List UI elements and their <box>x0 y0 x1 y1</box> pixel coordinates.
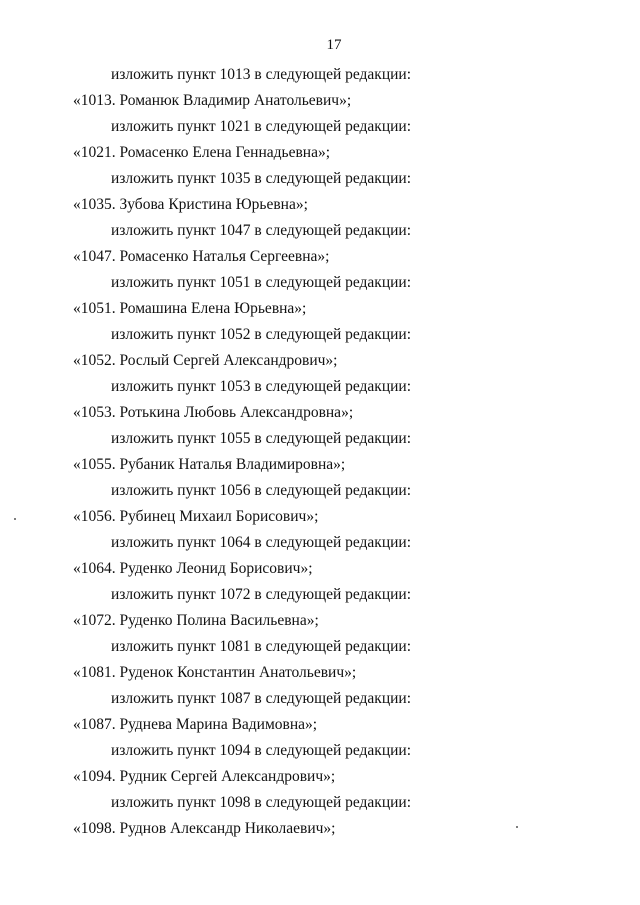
amendment-item: «1072. Руденко Полина Васильевна»; <box>73 612 319 629</box>
amendment-item: «1021. Ромасенко Елена Геннадьевна»; <box>73 144 331 161</box>
amendment-instruction: изложить пункт 1013 в следующей редакции: <box>111 66 412 83</box>
amendment-instruction: изложить пункт 1064 в следующей редакции: <box>111 534 412 551</box>
amendment-instruction: изложить пункт 1055 в следующей редакции: <box>111 430 412 447</box>
amendment-instruction: изложить пункт 1098 в следующей редакции: <box>111 794 412 811</box>
amendment-list <box>73 62 613 842</box>
amendment-instruction: изложить пункт 1087 в следующей редакции: <box>111 690 412 707</box>
amendment-item: «1098. Руднов Александр Николаевич»; <box>73 820 336 837</box>
amendment-instruction: изложить пункт 1056 в следующей редакции: <box>111 482 412 499</box>
amendment-item: «1056. Рубинец Михаил Борисович»; <box>73 508 319 525</box>
amendment-item: «1055. Рубаник Наталья Владимировна»; <box>73 456 346 473</box>
amendment-item: «1035. Зубова Кристина Юрьевна»; <box>73 196 308 213</box>
page-number: 17 <box>326 37 342 53</box>
amendment-instruction: изложить пункт 1053 в следующей редакции: <box>111 378 412 395</box>
amendment-instruction: изложить пункт 1035 в следующей редакции: <box>111 170 412 187</box>
amendment-item: «1064. Руденко Леонид Борисович»; <box>73 560 313 577</box>
amendment-instruction: изложить пункт 1081 в следующей редакции: <box>111 638 412 655</box>
amendment-item: «1094. Рудник Сергей Александрович»; <box>73 768 336 785</box>
amendment-instruction: изложить пункт 1047 в следующей редакции: <box>111 222 412 239</box>
amendment-item: «1051. Ромашина Елена Юрьевна»; <box>73 300 307 317</box>
amendment-item: «1047. Ромасенко Наталья Сергеевна»; <box>73 248 330 265</box>
amendment-item: «1053. Ротькина Любовь Александровна»; <box>73 404 354 421</box>
scan-speck <box>516 826 518 828</box>
amendment-instruction: изложить пункт 1051 в следующей редакции: <box>111 274 412 291</box>
amendment-instruction: изложить пункт 1021 в следующей редакции: <box>111 118 412 135</box>
amendment-instruction: изложить пункт 1052 в следующей редакции: <box>111 326 412 343</box>
amendment-instruction: изложить пункт 1072 в следующей редакции: <box>111 586 412 603</box>
amendment-item: «1087. Руднева Марина Вадимовна»; <box>73 716 318 733</box>
scan-speck <box>14 518 16 520</box>
amendment-item: «1013. Романюк Владимир Анатольевич»; <box>73 92 352 109</box>
amendment-item: «1081. Руденок Константин Анатольевич»; <box>73 664 357 681</box>
amendment-instruction: изложить пункт 1094 в следующей редакции: <box>111 742 412 759</box>
amendment-item: «1052. Рослый Сергей Александрович»; <box>73 352 338 369</box>
